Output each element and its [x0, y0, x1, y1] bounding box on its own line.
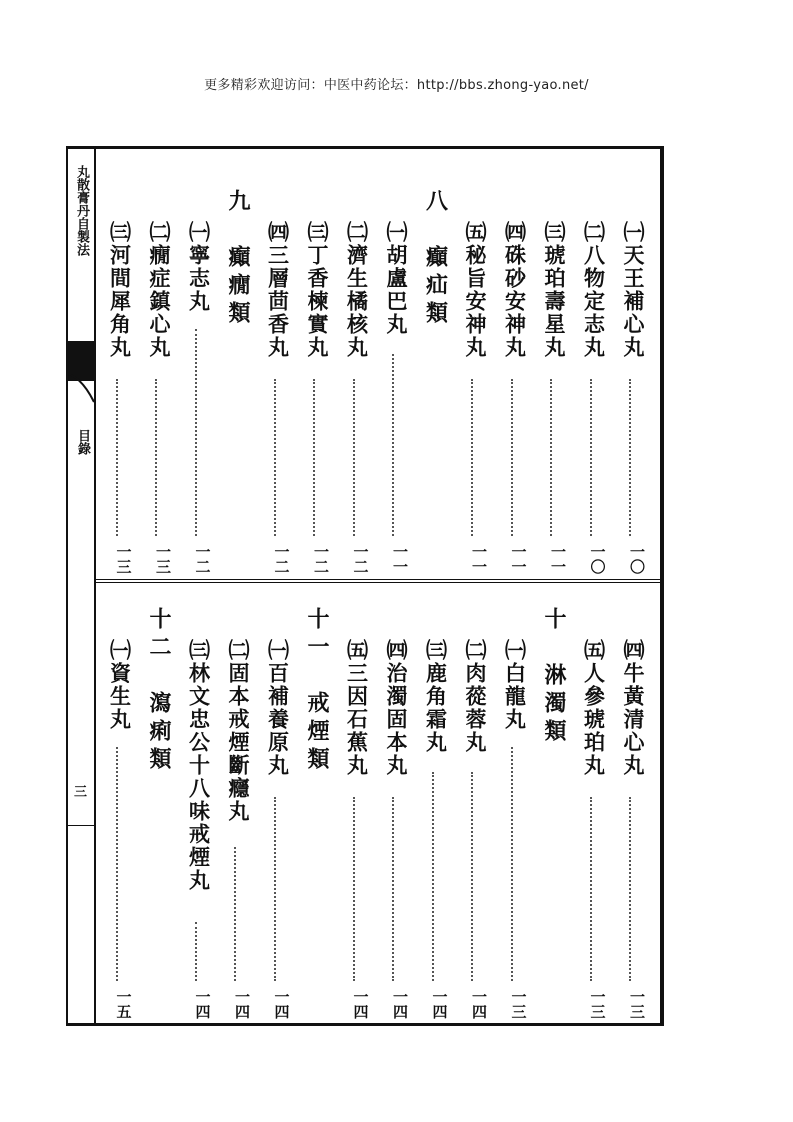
entry-page-number: 一二: [351, 544, 370, 574]
category-heading: [535, 583, 567, 1023]
leader-dots: [313, 379, 315, 536]
toc-entry: [338, 583, 370, 1023]
entry-title: ㈣硃砂安神丸: [502, 221, 528, 359]
leader-dots: [550, 379, 552, 536]
entry-title: ㈡肉蓯蓉丸: [463, 639, 488, 754]
entry-page-number: 一二: [193, 544, 212, 574]
entry-title: ㈣三層茴香丸: [265, 221, 291, 359]
entry-title: ㈠白龍丸: [502, 639, 528, 731]
leader-dots: [511, 379, 513, 536]
toc-entry: [101, 583, 133, 1023]
toc-entry: [377, 583, 409, 1023]
toc-entry: [259, 583, 291, 1023]
toc-entry: [417, 583, 449, 1023]
entry-title: ㈣治濁固本丸: [384, 639, 409, 777]
leader-dots: [511, 747, 513, 981]
fish-tail-curve-icon: [68, 374, 94, 404]
entry-page-number: 一三: [628, 989, 646, 1019]
upper-half-contents: [96, 149, 660, 579]
entry-title: ㈢琥珀壽星丸: [542, 221, 567, 359]
leader-dots: [353, 379, 355, 536]
toc-entry: [219, 583, 251, 1023]
entry-title: ㈡癇症鎮心丸: [147, 221, 172, 359]
entry-title: ㈠寧志丸: [186, 221, 212, 313]
entry-page-number: 一〇: [628, 544, 646, 574]
leader-dots: [116, 747, 118, 981]
entry-page-number: 一四: [272, 989, 291, 1019]
entry-page-number: 一四: [233, 989, 251, 1019]
page-number: 三: [74, 785, 88, 800]
entry-title: ㈤秘旨安神丸: [463, 221, 488, 359]
toc-entry: [496, 149, 528, 579]
entry-page-number: 一四: [351, 989, 370, 1019]
entry-page-number: 一一: [549, 544, 567, 574]
entry-title: ㈣牛黃清心丸: [621, 639, 646, 777]
entry-title: ㈠百補養原丸: [265, 639, 291, 777]
toc-entry: [180, 149, 212, 579]
entry-title: ㈢鹿角霜丸: [423, 639, 449, 754]
entry-title: ㈢林文忠公十八味戒煙丸: [186, 639, 212, 892]
spine-rule: [68, 825, 94, 826]
toc-entry: [496, 583, 528, 1023]
entry-title: ㈢丁香楝實丸: [305, 221, 330, 359]
leader-dots: [590, 797, 592, 981]
leader-dots: [629, 379, 631, 536]
leader-dots: [234, 847, 236, 981]
leader-dots: [471, 772, 473, 981]
leader-dots: [629, 797, 631, 981]
entry-title: ㈤三因石蕉丸: [344, 639, 370, 777]
entry-title: ㈠資生丸: [107, 639, 133, 731]
toc-entry: [259, 149, 291, 579]
toc-entry: [535, 149, 567, 579]
leader-dots: [274, 379, 276, 536]
entry-page-number: 一二: [312, 544, 330, 574]
entry-page-number: 一三: [154, 544, 172, 574]
entry-title: ㈤人參琥珀丸: [581, 639, 607, 777]
entry-page-number: 一二: [272, 544, 291, 574]
entry-page-number: 一一: [391, 544, 409, 574]
category-heading: [219, 149, 251, 579]
category-title: 九 癲癇類: [225, 189, 251, 329]
toc-entry: [614, 583, 646, 1023]
entry-page-number: 一三: [509, 989, 528, 1019]
leader-dots: [392, 354, 394, 536]
entry-title: ㈢河間犀角丸: [107, 221, 133, 359]
entry-page-number: 一五: [114, 989, 133, 1019]
toc-entry: [575, 149, 607, 579]
entry-page-number: 一四: [391, 989, 409, 1019]
leader-dots: [274, 797, 276, 981]
toc-entry: [614, 149, 646, 579]
leader-dots: [432, 772, 434, 981]
entry-page-number: 一三: [588, 989, 607, 1019]
leader-dots: [590, 379, 592, 536]
leader-dots: [155, 379, 157, 536]
leader-dots: [195, 922, 197, 981]
book-title: 丸散膏丹自製法: [74, 165, 89, 256]
entry-page-number: 一四: [470, 989, 488, 1019]
lower-half-contents: [96, 583, 660, 1023]
leader-dots: [353, 797, 355, 981]
category-title: 八 癲疝類: [422, 189, 449, 329]
entry-page-number: 一一: [470, 544, 488, 574]
entry-title: ㈡八物定志丸: [581, 221, 607, 359]
entry-title: ㈠胡盧巴丸: [384, 221, 409, 336]
category-heading: [417, 149, 449, 579]
leader-dots: [471, 379, 473, 536]
toc-entry: [575, 583, 607, 1023]
toc-entry: [101, 149, 133, 579]
page-frame: [66, 146, 664, 1026]
toc-entry: [456, 149, 488, 579]
toc-entry: [456, 583, 488, 1023]
category-heading: [140, 583, 172, 1023]
category-title: 十二 瀉痢類: [146, 607, 172, 775]
toc-entry: [140, 149, 172, 579]
category-heading: [298, 583, 330, 1023]
entry-title: ㈡濟生橘核丸: [344, 221, 370, 359]
leader-dots: [116, 379, 118, 536]
book-spine-margin: [68, 149, 96, 1023]
section-name: 目錄: [75, 429, 90, 455]
entry-title: ㈠天王補心丸: [621, 221, 646, 359]
category-title: 十一 戒煙類: [304, 607, 330, 775]
toc-entry: [377, 149, 409, 579]
entry-title: ㈡固本戒煙斷癮丸: [226, 639, 251, 823]
page-header-watermark: 更多精彩欢迎访问：中医中药论坛：http://bbs.zhong-yao.net/: [204, 78, 589, 93]
toc-entry: [298, 149, 330, 579]
toc-entry: [180, 583, 212, 1023]
entry-page-number: 一〇: [588, 544, 607, 574]
category-title: 十 淋濁類: [541, 607, 567, 747]
entry-page-number: 一一: [509, 544, 528, 574]
leader-dots: [195, 329, 197, 536]
leader-dots: [392, 797, 394, 981]
toc-entry: [338, 149, 370, 579]
entry-page-number: 一三: [114, 544, 133, 574]
entry-page-number: 一四: [430, 989, 449, 1019]
entry-page-number: 一四: [193, 989, 212, 1019]
